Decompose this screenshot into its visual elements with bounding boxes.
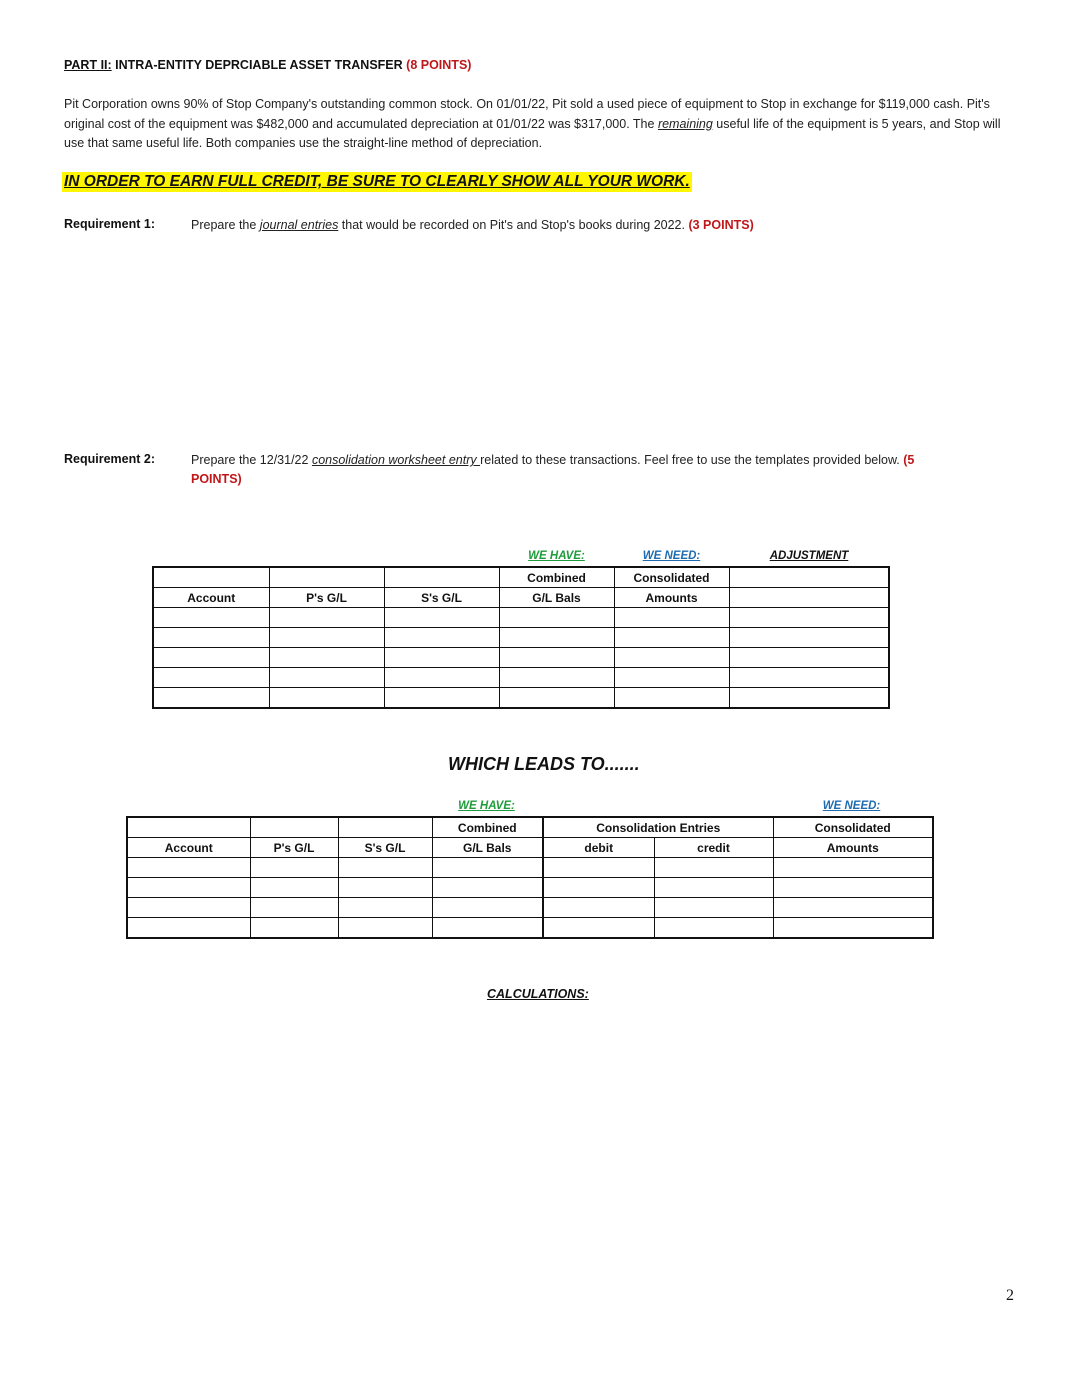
blank-cell[interactable]: [269, 628, 384, 648]
req2-points: (5 POINTS): [191, 453, 915, 486]
table2-h2-amounts: Amounts: [773, 838, 933, 858]
blank-cell[interactable]: [250, 898, 338, 918]
table1-h2-c6: [729, 588, 889, 608]
table-row: [127, 858, 933, 878]
blank-cell[interactable]: [614, 668, 729, 688]
table1-we-need: WE NEED:: [642, 550, 701, 562]
req1-text-b: that would be recorded on Pit's and Stop's books during 2022.: [338, 218, 689, 232]
blank-cell[interactable]: [269, 608, 384, 628]
req1-text: [191, 216, 991, 235]
paragraph-text-a: Pit Corporation owns 90% of Stop Company's outstanding common stock. On 01/01/22, Pit sold a used piece of equipment to Stop in exchange for $119,000 cash. Pit's original cost of the equipment was $482,000 and accumulated depreciation at 01/01/22 was $317,000. The: [64, 97, 990, 131]
table-row: [153, 668, 889, 688]
blank-cell[interactable]: [250, 878, 338, 898]
blank-cell[interactable]: [773, 898, 933, 918]
table2-h2-glbals: G/L Bals: [432, 838, 543, 858]
instruction-banner: IN ORDER TO EARN FULL CREDIT, BE SURE TO CLEARLY SHOW ALL YOUR WORK.: [64, 173, 690, 190]
section-heading: [64, 58, 471, 72]
blank-cell[interactable]: [654, 918, 773, 939]
blank-cell[interactable]: [729, 608, 889, 628]
blank-cell[interactable]: [384, 648, 499, 668]
blank-cell[interactable]: [338, 918, 432, 939]
blank-cell[interactable]: [543, 918, 654, 939]
blank-cell[interactable]: [543, 858, 654, 878]
worksheet-table-2: [126, 816, 934, 939]
table1-we-have: WE HAVE:: [528, 550, 585, 562]
blank-cell[interactable]: [614, 688, 729, 709]
blank-cell[interactable]: [153, 608, 269, 628]
req2-emphasis: consolidation worksheet entry: [311, 453, 481, 467]
table1-h2-amounts: Amounts: [614, 588, 729, 608]
table2-h1-consolidated: Consolidated: [773, 817, 933, 838]
blank-cell[interactable]: [499, 608, 614, 628]
blank-cell[interactable]: [773, 858, 933, 878]
blank-cell[interactable]: [153, 628, 269, 648]
blank-cell[interactable]: [654, 898, 773, 918]
table2-we-have: WE HAVE:: [458, 800, 515, 812]
table1-header-row-2: [153, 588, 889, 608]
worksheet-table-1: [152, 566, 890, 709]
blank-cell[interactable]: [127, 898, 250, 918]
table2-h2-account: Account: [127, 838, 250, 858]
table-row: [127, 918, 933, 939]
blank-cell[interactable]: [614, 648, 729, 668]
blank-cell[interactable]: [729, 668, 889, 688]
table1-h1-c6: [729, 567, 889, 588]
blank-cell[interactable]: [432, 858, 543, 878]
req1-points: (3 POINTS): [688, 218, 754, 232]
blank-cell[interactable]: [269, 668, 384, 688]
blank-cell[interactable]: [614, 608, 729, 628]
table2-header-row-2: [127, 838, 933, 858]
table2-h2-credit: credit: [654, 838, 773, 858]
req2-text-b: related to these transactions. Feel free to use the templates provided below.: [480, 453, 904, 467]
blank-cell[interactable]: [432, 878, 543, 898]
blank-cell[interactable]: [729, 648, 889, 668]
blank-cell[interactable]: [250, 918, 338, 939]
blank-cell[interactable]: [127, 878, 250, 898]
table2-h2-sgl: S's G/L: [338, 838, 432, 858]
blank-cell[interactable]: [153, 668, 269, 688]
blank-cell[interactable]: [384, 628, 499, 648]
table1-h1-combined: Combined: [499, 567, 614, 588]
table2-h2-debit: debit: [543, 838, 654, 858]
blank-cell[interactable]: [729, 628, 889, 648]
table1-h1-c2: [269, 567, 384, 588]
table2-we-need: WE NEED:: [822, 800, 881, 812]
blank-cell[interactable]: [543, 898, 654, 918]
req1-emphasis: journal entries: [259, 218, 339, 232]
blank-cell[interactable]: [153, 688, 269, 709]
table-row: [153, 608, 889, 628]
paragraph-emphasis: remaining: [657, 116, 713, 131]
table2-h2-pgl: P's G/L: [250, 838, 338, 858]
section-title: INTRA-ENTITY DEPRCIABLE ASSET TRANSFER: [111, 58, 407, 72]
table2-h1-combined: Combined: [432, 817, 543, 838]
blank-cell[interactable]: [773, 878, 933, 898]
table-row: [153, 688, 889, 709]
blank-cell[interactable]: [614, 628, 729, 648]
req2-label: Requirement 2:: [64, 452, 155, 466]
table1-adjustment: ADJUSTMENT: [769, 550, 849, 562]
which-leads-to: WHICH LEADS TO.......: [448, 754, 640, 774]
req2-text: [191, 451, 951, 489]
problem-paragraph: [64, 95, 1014, 154]
calculations-label: CALCULATIONS:: [487, 987, 589, 1001]
page-number: 2: [1006, 1287, 1014, 1304]
blank-cell[interactable]: [432, 898, 543, 918]
table1-h2-pgl: P's G/L: [269, 588, 384, 608]
table-row: [153, 648, 889, 668]
blank-cell[interactable]: [654, 858, 773, 878]
blank-cell[interactable]: [499, 648, 614, 668]
blank-cell[interactable]: [338, 858, 432, 878]
table1-h1-c3: [384, 567, 499, 588]
blank-cell[interactable]: [729, 688, 889, 709]
blank-cell[interactable]: [384, 688, 499, 709]
blank-cell: [250, 817, 338, 838]
table2-h1-consolidation-entries: Consolidation Entries: [543, 817, 773, 838]
table-row: [127, 898, 933, 918]
blank-cell[interactable]: [250, 858, 338, 878]
blank-cell[interactable]: [499, 628, 614, 648]
table1-h1-c1: [153, 567, 269, 588]
table-row: [153, 628, 889, 648]
part-label: PART II:: [64, 58, 112, 72]
req2-text-a: Prepare the 12/31/22: [191, 453, 312, 467]
blank-cell[interactable]: [773, 918, 933, 939]
table1-h2-account: Account: [153, 588, 269, 608]
blank-cell[interactable]: [654, 878, 773, 898]
blank-cell[interactable]: [432, 918, 543, 939]
req1-text-a: Prepare the: [191, 218, 260, 232]
table1-h1-consolidated: Consolidated: [614, 567, 729, 588]
section-points: (8 POINTS): [406, 58, 472, 72]
req1-label: Requirement 1:: [64, 217, 155, 231]
blank-cell: [127, 817, 250, 838]
table-row: [127, 878, 933, 898]
blank-cell[interactable]: [499, 688, 614, 709]
paragraph-text-b: useful life of the equipment is 5 years, and Stop will use that same useful life. Both companies use the straight-line method of depreciation.: [64, 116, 1001, 150]
table2-header-row-1: [127, 817, 933, 838]
blank-cell[interactable]: [543, 878, 654, 898]
blank-cell[interactable]: [153, 648, 269, 668]
blank-cell[interactable]: [338, 878, 432, 898]
blank-cell: [338, 817, 432, 838]
table1-h2-sgl: S's G/L: [384, 588, 499, 608]
blank-cell[interactable]: [269, 648, 384, 668]
blank-cell[interactable]: [499, 668, 614, 688]
blank-cell[interactable]: [127, 858, 250, 878]
blank-cell[interactable]: [127, 918, 250, 939]
table1-h2-glbals: G/L Bals: [499, 588, 614, 608]
blank-cell[interactable]: [269, 688, 384, 709]
table1-header-row-1: [153, 567, 889, 588]
blank-cell[interactable]: [384, 668, 499, 688]
blank-cell[interactable]: [384, 608, 499, 628]
blank-cell[interactable]: [338, 898, 432, 918]
